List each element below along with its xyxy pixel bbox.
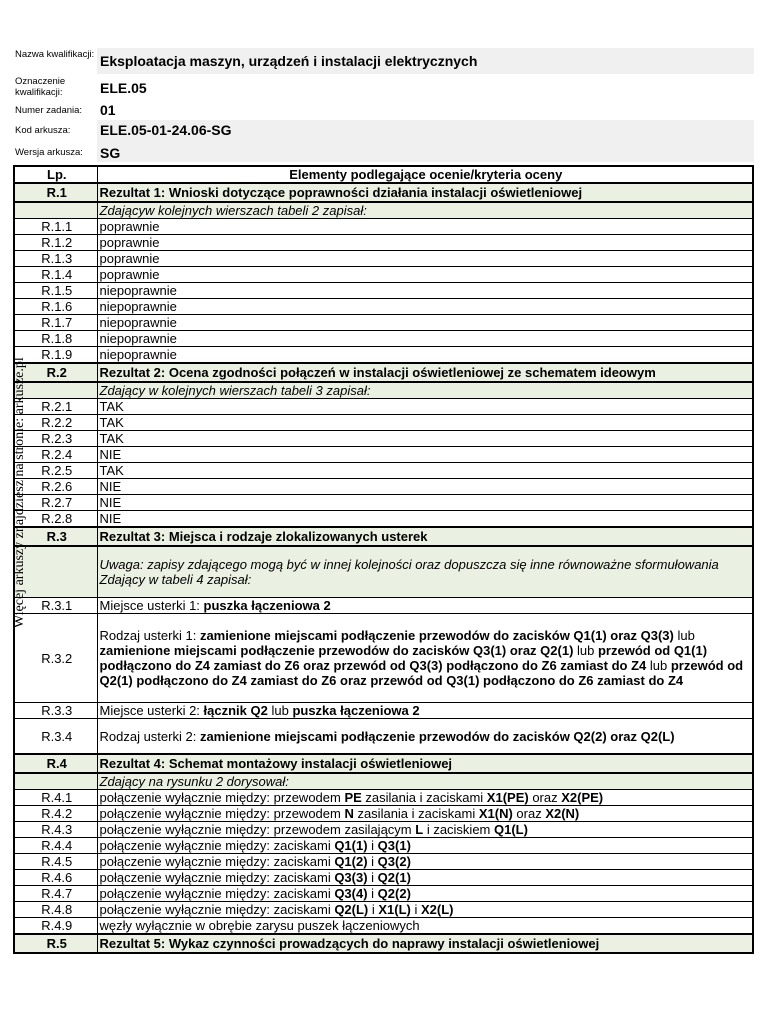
bold-text: L bbox=[415, 822, 424, 837]
instruction-row bbox=[14, 202, 753, 219]
criteria-cell bbox=[97, 614, 753, 703]
bold-text: Rezultat 2: Ocena zgodności połączeń w instalacji oświetleniowej ze schematem ideowym bbox=[99, 365, 656, 380]
table-row bbox=[14, 463, 753, 479]
bold-text: Q1(2) bbox=[334, 854, 368, 869]
text: lub bbox=[267, 703, 293, 718]
criteria-cell bbox=[97, 463, 753, 479]
criteria-cell bbox=[97, 283, 753, 299]
criteria-cell bbox=[97, 822, 753, 838]
criteria-cell bbox=[97, 527, 753, 546]
result-row bbox=[14, 183, 753, 202]
table-row bbox=[14, 347, 753, 364]
criteria-cell bbox=[97, 511, 753, 528]
table-row bbox=[14, 431, 753, 447]
bold-text: zamienione miejscami podłączenie przewodów do zacisków Q3(1) oraz Q2(1) bbox=[99, 643, 574, 658]
row-number-cell: R.3 bbox=[14, 527, 97, 546]
text: i bbox=[367, 886, 378, 901]
text: połączenie wyłącznie między: zaciskami bbox=[99, 838, 335, 853]
text: Zdającyw kolejnych wierszach tabeli 2 zapisał: bbox=[99, 203, 367, 218]
bold-text: PE bbox=[344, 790, 362, 805]
criteria-cell bbox=[97, 838, 753, 854]
text: połączenie wyłącznie między: przewodem bbox=[99, 790, 345, 805]
table-row bbox=[14, 598, 753, 614]
header-value: ELE.05 bbox=[97, 77, 754, 99]
table-row bbox=[14, 267, 753, 283]
criteria-cell bbox=[97, 415, 753, 431]
table-row bbox=[14, 219, 753, 235]
row-number-cell: R.1.4 bbox=[14, 267, 97, 283]
bold-text: X2(L) bbox=[421, 902, 454, 917]
table-row bbox=[14, 854, 753, 870]
table-header-row bbox=[14, 166, 753, 183]
header-row-qualification-name bbox=[12, 46, 754, 74]
header-value: ELE.05-01-24.06-SG bbox=[97, 120, 754, 142]
row-number-cell: R.4.4 bbox=[14, 838, 97, 854]
criteria-cell bbox=[97, 382, 753, 399]
text: połączenie wyłącznie między: zaciskami bbox=[99, 902, 335, 917]
result-row bbox=[14, 934, 753, 953]
row-number-cell: R.1.3 bbox=[14, 251, 97, 267]
text: TAK bbox=[99, 415, 124, 430]
text: TAK bbox=[99, 399, 124, 414]
text: niepoprawnie bbox=[99, 315, 177, 330]
criteria-cell bbox=[97, 267, 753, 283]
criteria-cell bbox=[97, 251, 753, 267]
text: węzły wyłącznie w obrębie zarysu puszek łączeniowych bbox=[99, 918, 420, 933]
text: zasilania i zaciskami bbox=[361, 790, 487, 805]
criteria-cell bbox=[97, 854, 753, 870]
row-number-cell: R.1.6 bbox=[14, 299, 97, 315]
criteria-cell bbox=[97, 719, 753, 755]
bold-text: Q3(1) bbox=[377, 838, 411, 853]
bold-text: Rezultat 3: Miejsca i rodzaje zlokalizowanych usterek bbox=[99, 529, 428, 544]
criteria-cell bbox=[97, 598, 753, 614]
text: lub bbox=[673, 628, 695, 643]
row-number-cell: R.4.8 bbox=[14, 902, 97, 918]
bold-text: X1(L) bbox=[378, 902, 411, 917]
text: NIE bbox=[99, 447, 122, 462]
criteria-cell bbox=[97, 299, 753, 315]
criteria-cell bbox=[97, 479, 753, 495]
header-value: Eksploatacja maszyn, urządzeń i instalacji elektrycznych bbox=[97, 48, 754, 74]
row-number-cell: R.3.4 bbox=[14, 719, 97, 755]
text: oraz bbox=[528, 790, 562, 805]
row-number-cell: R.3.1 bbox=[14, 598, 97, 614]
criteria-cell bbox=[97, 315, 753, 331]
bold-text: zamienione miejscami podłączenie przewodów do zacisków Q2(2) oraz Q2(L) bbox=[199, 728, 675, 744]
text: zasilania i zaciskami bbox=[353, 806, 479, 821]
row-number-cell: R.1.9 bbox=[14, 347, 97, 364]
bold-text: łącznik Q2 bbox=[203, 703, 268, 718]
text: połączenie wyłącznie między: przewodem bbox=[99, 806, 345, 821]
column-header-lp: Lp. bbox=[14, 166, 97, 183]
bold-text: Rezultat 1: Wnioski dotyczące poprawności działania instalacji oświetleniowej bbox=[99, 185, 583, 200]
text: Zdający na rysunku 2 dorysował: bbox=[99, 774, 289, 789]
criteria-cell bbox=[97, 183, 753, 202]
table-row bbox=[14, 790, 753, 806]
row-number-cell: R.4.3 bbox=[14, 822, 97, 838]
table-row bbox=[14, 447, 753, 463]
bold-text: Rezultat 4: Schemat montażowy instalacji oświetleniowej bbox=[99, 756, 453, 771]
text: połączenie wyłącznie między: zaciskami bbox=[99, 870, 335, 885]
row-number-cell: R.1.7 bbox=[14, 315, 97, 331]
header-label: Kod arkusza: bbox=[15, 125, 71, 136]
text: niepoprawnie bbox=[99, 299, 177, 314]
text: TAK bbox=[99, 431, 124, 446]
side-watermark-text: Więcej arkuszy znajdziesz na stronie: arkusze.pl bbox=[12, 357, 27, 628]
text: i bbox=[368, 902, 379, 917]
text: połączenie wyłącznie między: przewodem zasilającym bbox=[99, 822, 416, 837]
criteria-cell bbox=[97, 754, 753, 773]
table-row bbox=[14, 902, 753, 918]
criteria-cell bbox=[97, 447, 753, 463]
row-number-cell: R.4.5 bbox=[14, 854, 97, 870]
criteria-cell bbox=[97, 495, 753, 511]
text: Uwaga: zapisy zdającego mogą być w innej kolejności oraz dopuszcza się inne równoważne sformułowania bbox=[99, 557, 719, 572]
row-number-cell: R.2 bbox=[14, 363, 97, 382]
text: poprawnie bbox=[99, 219, 160, 234]
table-row bbox=[14, 415, 753, 431]
row-number-cell: R.4.9 bbox=[14, 918, 97, 935]
text: Miejsce usterki 2: bbox=[99, 703, 204, 718]
table-row bbox=[14, 838, 753, 854]
header-row-sheet-version bbox=[12, 142, 754, 162]
result-row bbox=[14, 363, 753, 382]
table-row bbox=[14, 479, 753, 495]
text: i zaciskiem bbox=[423, 822, 494, 837]
criteria-cell bbox=[97, 546, 753, 598]
text: Zdający w kolejnych wierszach tabeli 3 zapisał: bbox=[99, 383, 371, 398]
criteria-cell bbox=[97, 902, 753, 918]
text: i bbox=[367, 838, 378, 853]
bold-text: przewód od Q1(1) podłączono do Z4 zamiast do Z6 oraz przewód od Q3(3) podłączono do Z6 zamiast do Z4 bbox=[99, 643, 708, 673]
row-number-cell bbox=[14, 773, 97, 790]
text: TAK bbox=[99, 463, 124, 478]
result-row bbox=[14, 754, 753, 773]
criteria-cell bbox=[97, 934, 753, 953]
bold-text: Q3(2) bbox=[377, 854, 411, 869]
bold-text: Q2(L) bbox=[334, 902, 369, 917]
text: połączenie wyłącznie między: zaciskami bbox=[99, 886, 335, 901]
bold-text: Q3(3) bbox=[334, 870, 368, 885]
instruction-row bbox=[14, 382, 753, 399]
text: poprawnie bbox=[99, 251, 160, 266]
row-number-cell: R.2.8 bbox=[14, 511, 97, 528]
bold-text: Q1(L) bbox=[494, 822, 528, 837]
row-number-cell: R.2.5 bbox=[14, 463, 97, 479]
table-row bbox=[14, 886, 753, 902]
criteria-cell bbox=[97, 806, 753, 822]
table-row bbox=[14, 251, 753, 267]
header-label: Oznaczenie kwalifikacji: bbox=[15, 76, 66, 98]
row-number-cell: R.3.2 bbox=[14, 614, 97, 703]
row-number-cell: R.5 bbox=[14, 934, 97, 953]
table-row bbox=[14, 918, 753, 935]
header-row-task-number bbox=[12, 100, 754, 120]
row-number-cell: R.3.3 bbox=[14, 703, 97, 719]
row-number-cell: R.2.1 bbox=[14, 399, 97, 415]
bold-text: puszka łączeniowa 2 bbox=[292, 703, 420, 718]
header-label: Numer zadania: bbox=[15, 105, 83, 116]
criteria-cell bbox=[97, 431, 753, 447]
criteria-cell bbox=[97, 347, 753, 364]
row-number-cell: R.1.1 bbox=[14, 219, 97, 235]
bold-text: X2(N) bbox=[545, 806, 580, 821]
text: Zdający w tabeli 4 zapisał: bbox=[99, 572, 252, 587]
criteria-cell bbox=[97, 363, 753, 382]
header-row-qualification-code bbox=[12, 75, 754, 101]
table-row bbox=[14, 703, 753, 719]
row-number-cell: R.2.7 bbox=[14, 495, 97, 511]
table-row bbox=[14, 315, 753, 331]
bold-text: Q2(2) bbox=[377, 886, 411, 901]
table-row bbox=[14, 719, 753, 755]
table-row bbox=[14, 399, 753, 415]
criteria-cell bbox=[97, 331, 753, 347]
bold-text: N bbox=[344, 806, 354, 821]
instruction-row bbox=[14, 773, 753, 790]
row-number-cell: R.2.6 bbox=[14, 479, 97, 495]
header-value: 01 bbox=[97, 100, 754, 120]
row-number-cell: R.4.2 bbox=[14, 806, 97, 822]
bold-text: Q1(1) bbox=[334, 838, 368, 853]
table-row bbox=[14, 235, 753, 251]
header-value: SG bbox=[97, 142, 754, 162]
table-row bbox=[14, 870, 753, 886]
row-number-cell: R.2.4 bbox=[14, 447, 97, 463]
bold-text: X1(N) bbox=[478, 806, 513, 821]
row-number-cell: R.1.5 bbox=[14, 283, 97, 299]
row-number-cell: R.4.7 bbox=[14, 886, 97, 902]
row-number-cell: R.1.2 bbox=[14, 235, 97, 251]
criteria-cell bbox=[97, 773, 753, 790]
criteria-cell bbox=[97, 790, 753, 806]
column-header-criteria: Elementy podlegające ocenie/kryteria oceny bbox=[97, 166, 753, 183]
bold-text: X1(PE) bbox=[486, 790, 529, 805]
row-number-cell: R.4 bbox=[14, 754, 97, 773]
row-number-cell: R.1.8 bbox=[14, 331, 97, 347]
row-number-cell: R.4.1 bbox=[14, 790, 97, 806]
text: lub bbox=[646, 658, 671, 673]
text: i bbox=[410, 902, 422, 917]
result-row bbox=[14, 527, 753, 546]
header-label: Wersja arkusza: bbox=[15, 147, 83, 158]
text: niepoprawnie bbox=[99, 331, 177, 346]
criteria-cell bbox=[97, 870, 753, 886]
bold-text: Q2(1) bbox=[377, 870, 411, 885]
criteria-cell bbox=[97, 918, 753, 935]
text: lub bbox=[573, 643, 598, 658]
bold-text: puszka łączeniowa 2 bbox=[203, 598, 331, 613]
bold-text: X2(PE) bbox=[561, 790, 604, 805]
criteria-cell bbox=[97, 219, 753, 235]
bold-text: Rezultat 5: Wykaz czynności prowadzących do naprawy instalacji oświetleniowej bbox=[99, 936, 600, 951]
text: Rodzaj usterki 2: bbox=[99, 728, 200, 744]
row-number-cell: R.1 bbox=[14, 183, 97, 202]
text: NIE bbox=[99, 511, 122, 526]
table-row bbox=[14, 495, 753, 511]
criteria-cell bbox=[97, 235, 753, 251]
table-row bbox=[14, 283, 753, 299]
row-number-cell bbox=[14, 202, 97, 219]
criteria-table bbox=[13, 165, 754, 954]
text: i bbox=[367, 854, 378, 869]
table-row bbox=[14, 511, 753, 528]
text: połączenie wyłącznie między: zaciskami bbox=[99, 854, 335, 869]
bold-text: zamienione miejscami podłączenie przewodów do zacisków Q1(1) oraz Q3(3) bbox=[199, 628, 674, 643]
table-row bbox=[14, 331, 753, 347]
text: poprawnie bbox=[99, 235, 160, 250]
table-row bbox=[14, 822, 753, 838]
text: poprawnie bbox=[99, 267, 160, 282]
text: NIE bbox=[99, 479, 122, 494]
text: Rodzaj usterki 1: bbox=[99, 628, 200, 643]
header-row-sheet-code bbox=[12, 120, 754, 142]
table-row bbox=[14, 614, 753, 703]
bold-text: przewód od Q2(1) podłączono do Z4 zamiast do Z6 oraz przewód od Q3(1) podłączono do Z6 zamiast do Z4 bbox=[99, 658, 744, 688]
row-number-cell: R.2.3 bbox=[14, 431, 97, 447]
text: niepoprawnie bbox=[99, 283, 177, 298]
header-label: Nazwa kwalifikacji: bbox=[15, 49, 95, 60]
criteria-cell bbox=[97, 399, 753, 415]
criteria-cell bbox=[97, 202, 753, 219]
criteria-cell bbox=[97, 886, 753, 902]
row-number-cell: R.4.6 bbox=[14, 870, 97, 886]
table-row bbox=[14, 299, 753, 315]
table-row bbox=[14, 806, 753, 822]
instruction-row bbox=[14, 546, 753, 598]
bold-text: Q3(4) bbox=[334, 886, 368, 901]
text: Miejsce usterki 1: bbox=[99, 598, 204, 613]
criteria-cell bbox=[97, 703, 753, 719]
text: niepoprawnie bbox=[99, 347, 177, 362]
row-number-cell: R.2.2 bbox=[14, 415, 97, 431]
text: i bbox=[367, 870, 378, 885]
criteria-table-body bbox=[14, 166, 753, 953]
text: NIE bbox=[99, 495, 122, 510]
text: oraz bbox=[512, 806, 546, 821]
